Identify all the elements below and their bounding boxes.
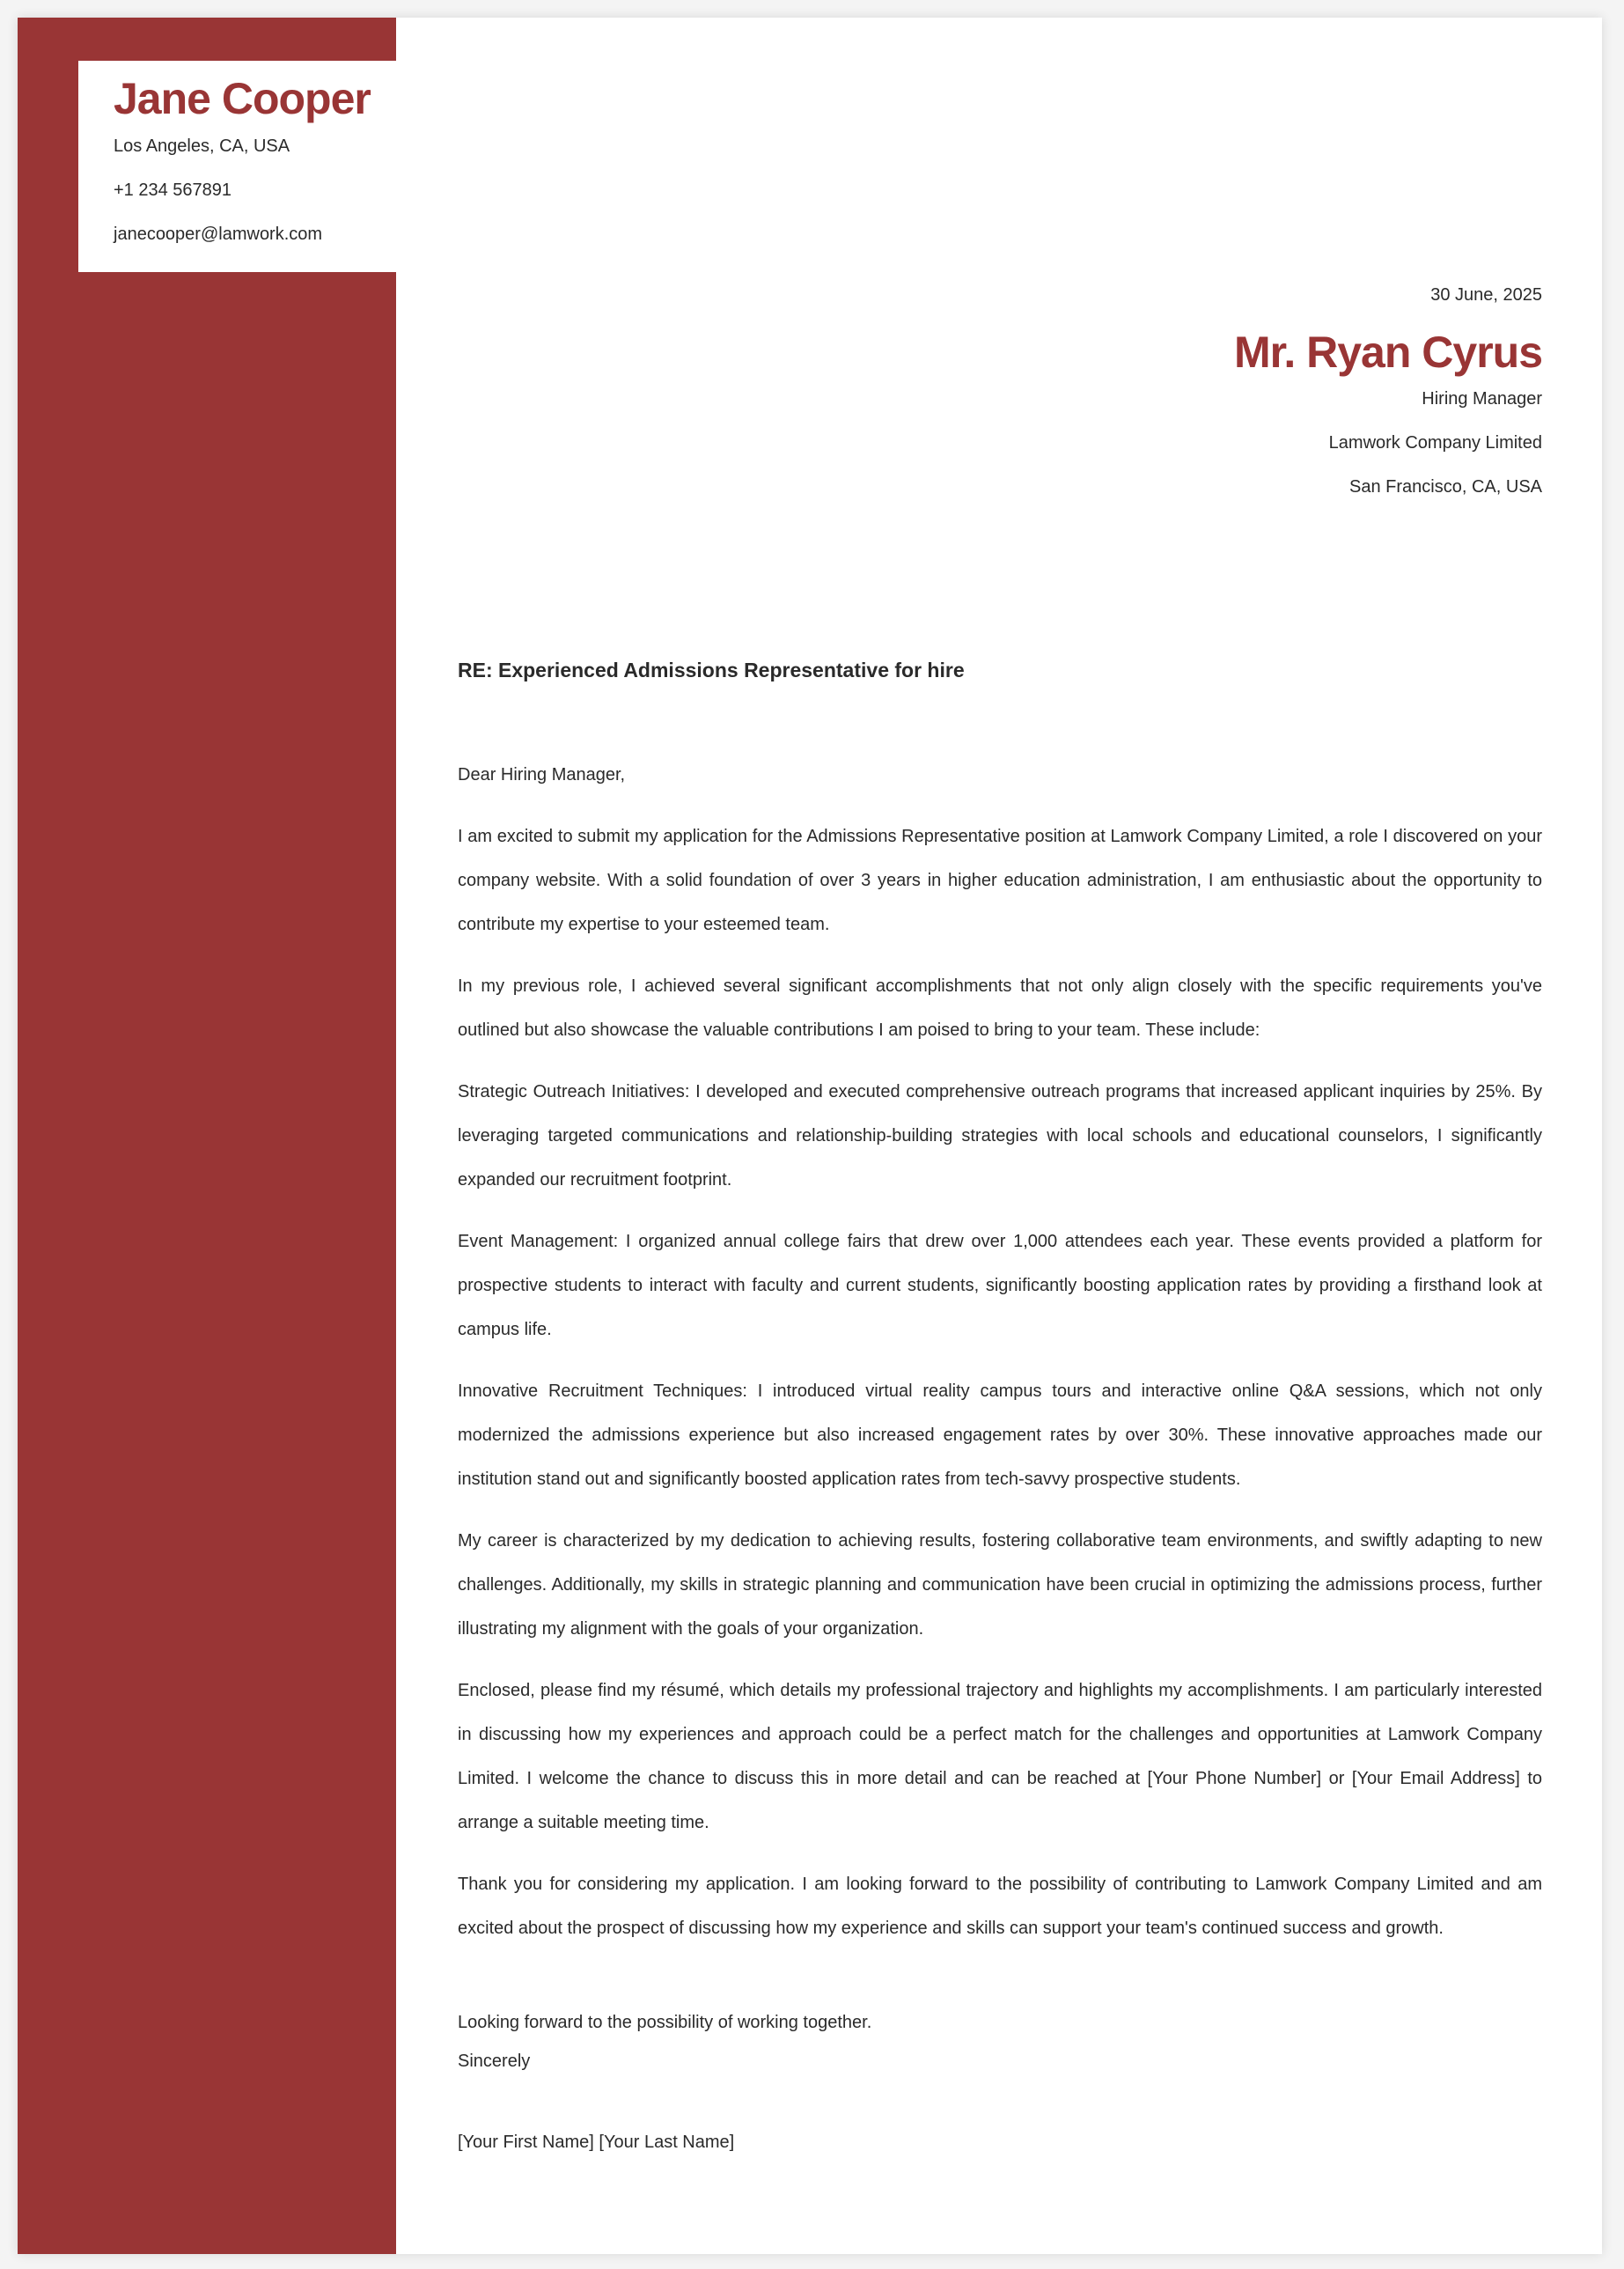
sender-email: janecooper@lamwork.com <box>114 225 323 244</box>
recipient-name: Mr. Ryan Cyrus <box>1233 328 1542 377</box>
closing-signoff: Sincerely <box>458 2052 531 2071</box>
body-paragraph: My career is characterized by my dedication to achieving results, fostering collaborative team environments, and swiftly adapting to new challenges. Additionally, my skills in strategic planning and communication have been crucial in optimizing the admissions process, further illustrating my alignment with the goals of your organization. <box>458 1531 1542 1639</box>
recipient-location: San Francisco, CA, USA <box>1349 477 1542 497</box>
sidebar-accent <box>18 18 396 2254</box>
body-paragraph: Enclosed, please find my résumé, which details my professional trajectory and highlights my accomplishments. I am particularly interested in discussing how my experiences and approach could be a perfect match for the challenges and opportunities at Lamwork Company Limited. I welcome the chance to discuss this in more detail and can be reached at [Your Phone Number] or [Your Email Address] to arrange a suitable meeting time. <box>458 1681 1542 1832</box>
salutation: Dear Hiring Manager, <box>458 765 626 785</box>
closing-line: Looking forward to the possibility of working together. <box>458 2013 872 2032</box>
body-paragraph: I am excited to submit my application for the Admissions Representative position at Lamwork Company Limited, a role I discovered on your company website. With a solid foundation of over 3 years in higher education administration, I am enthusiastic about the opportunity to contribute my expertise to your esteemed team. <box>458 827 1542 934</box>
letter-subject: RE: Experienced Admissions Representative for hire <box>458 659 965 681</box>
body-paragraph: Event Management: I organized annual college fairs that drew over 1,000 attendees each year. These events provided a platform for prospective students to interact with faculty and current students, significantly boosting application rates by providing a firsthand look at campus life. <box>458 1232 1542 1339</box>
body-paragraph: Innovative Recruitment Techniques: I introduced virtual reality campus tours and interactive online Q&A sessions, which not only modernized the admissions experience but also increased engagement rates by over 30%. These innovative approaches made our institution stand out and significantly boosted application rates from tech-savvy prospective students. <box>458 1381 1542 1489</box>
letter-page <box>18 18 1602 2254</box>
recipient-company: Lamwork Company Limited <box>1328 433 1542 453</box>
signature: [Your First Name] [Your Last Name] <box>458 2133 735 2152</box>
body-paragraph: In my previous role, I achieved several significant accomplishments that not only align closely with the specific requirements you've outlined but also showcase the valuable contributions I am poised to bring to your team. These include: <box>458 976 1542 1040</box>
letter-date: 30 June, 2025 <box>1430 285 1542 305</box>
recipient-title: Hiring Manager <box>1422 389 1542 409</box>
body-paragraph: Thank you for considering my application. I am looking forward to the possibility of contributing to Lamwork Company Limited and am excited about the prospect of discussing how my experience and skills can support your team's continued success and growth. <box>458 1875 1542 1938</box>
letter-main <box>458 18 1542 2254</box>
body-paragraph: Strategic Outreach Initiatives: I developed and executed comprehensive outreach programs that increased applicant inquiries by 25%. By leveraging targeted communications and relationship-building strategies with local schools and educational counselors, I significantly expanded our recruitment footprint. <box>458 1082 1542 1190</box>
sender-name: Jane Cooper <box>114 74 371 123</box>
sender-location: Los Angeles, CA, USA <box>114 136 290 156</box>
sender-contact-card <box>78 61 396 272</box>
letter-body <box>458 753 1542 2162</box>
recipient-block <box>1234 282 1542 509</box>
closing-block <box>458 2003 1542 2081</box>
sender-phone: +1 234 567891 <box>114 180 232 200</box>
